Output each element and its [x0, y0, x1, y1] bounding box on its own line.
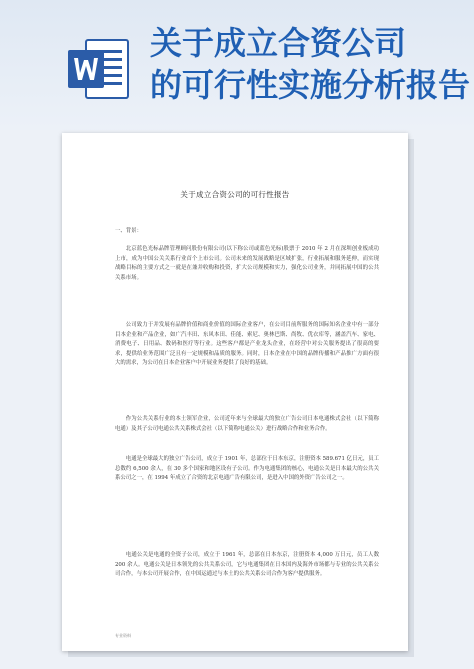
paragraph-2: 公司致力于并发展有品牌价值和商业价值的国际企业客户，在公司目前所服务的国际知名企业中有一部分目本企业和产品企业，如广汽丰田、东风本田、佳能、索尼、奥林巴斯、尚牧、优衣库等，涵盖汽车、家电、消费电子、日用品、数码和医疗等行业。这些客户都是产业龙头企业，在经营中对公关服务提出了很高的要求，提供给业务范围广泛且有一定规模和品质的服务。同时，日本企业在中国的品牌传播和产品推广方面有很大的需求，为公司在日本企业客户中开展业务提供了良好的基础。	[115, 322, 379, 367]
paragraph-3: 作为公共关系行业的本土领军企业，公司近年来与全球最大的独立广告公司日本电通株式会社（以下简称电通）及其子公司电通公共关系株式会社（以下简称电通公关）进行战略合作和业务合作。	[115, 416, 379, 432]
paragraph-5: 电通公关是电通的全资子公司，成立于 1961 年，总部在日本东京，注册资本 4,000 万日元，员工人数 200 余人。电通公关是日本领先的公共关系公司，它与电通集团在日本国内及海外市场都与专业的公共关系公司合作，与本公司开展合作，在中国运通过与本土的公共关系公司合作为客户提供服务。	[115, 552, 379, 578]
page-footer: 专业资料	[115, 633, 131, 638]
document-title: 关于成立合资公司的可行性报告	[180, 190, 290, 199]
paragraph-4: 电通是全球最大的独立广告公司，成立于 1901 年，总部位于日本东京，注册资本 589.671 亿日元，员工总数约 6,500 余人，在 30 多个国家和地区设有子公司。作为电通集团的核心，电通公关是日本最大的公共关系公司之一，在 1994 年成立了合资的北京电通广告有限公司，是进入中国的外资广告公司之一。	[115, 456, 379, 482]
banner-title-line1: 关于成立合资公司	[150, 24, 407, 62]
banner-title-line2: 的可行性实施分析报告	[150, 66, 471, 104]
section-heading: 一、背景：	[115, 228, 142, 234]
paragraph-1: 北京蓝色光标品牌管理顾问股份有限公司(以下称公司或蓝色光标)股票于 2010 年 2 月在深圳创业板成功上市，成为中国公关关系行业首个上市公司。公司未来的发展战略是区域扩张，行业拓展和服务延伸，而实现战略目标的主要方式之一就是在兼并收购和投资，扩大公司规模和实力，强化公司业务，并同拓展中国的公共关系市场。	[115, 246, 379, 281]
document-page	[62, 133, 408, 651]
banner-title	[150, 22, 470, 106]
word-document-icon	[66, 36, 132, 102]
